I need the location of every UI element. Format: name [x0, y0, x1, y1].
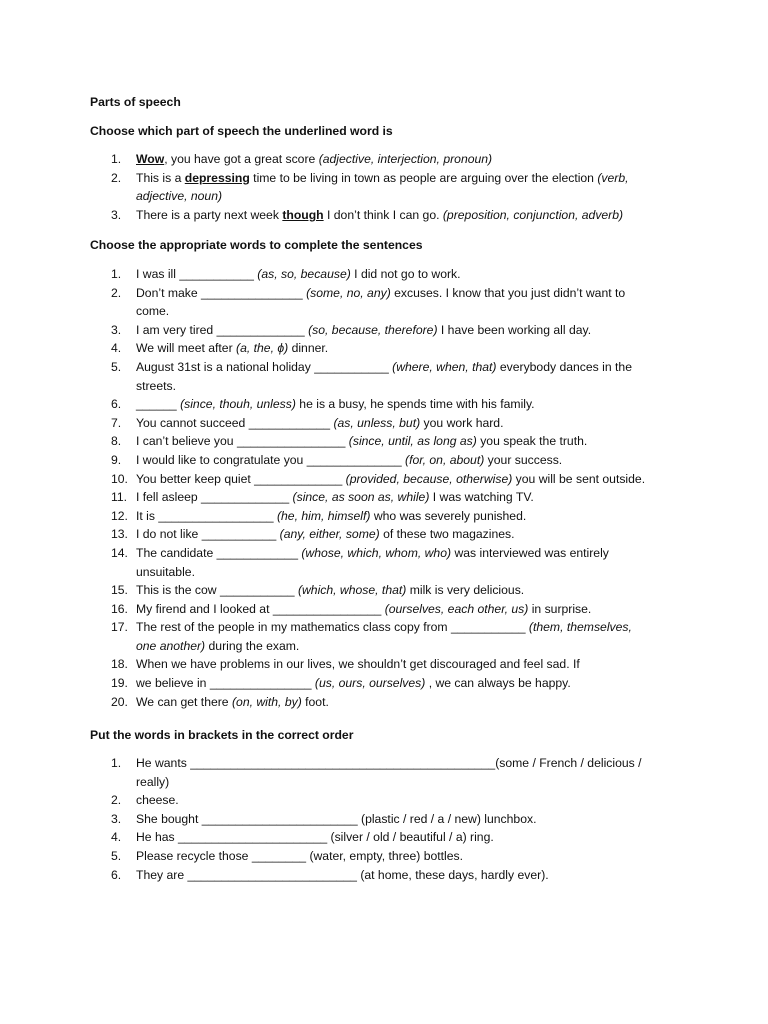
- answer-options: (preposition, conjunction, adverb): [442, 207, 624, 222]
- underlined-word: though: [282, 207, 324, 222]
- item-number: 3.: [111, 207, 122, 222]
- item-text: She bought _______________________ (plastic / red / a / new) lunchbox.: [136, 811, 537, 826]
- item-number: 6.: [111, 397, 122, 412]
- item-text: I have been working all day.: [437, 322, 592, 337]
- item-text: milk is very delicious.: [406, 583, 525, 598]
- answer-options: (them, themselves, one another): [136, 620, 632, 653]
- answer-options: (for, on, about): [405, 452, 485, 467]
- item-number: 9.: [111, 452, 122, 467]
- list-item: [90, 470, 650, 489]
- list-item: [90, 150, 650, 169]
- item-text: was interviewed was entirely unsuitable.: [136, 545, 609, 579]
- section-heading-1: Choose which part of speech the underlined word is: [90, 124, 393, 138]
- answer-options: (any, either, some): [279, 527, 380, 542]
- item-text: during the exam.: [205, 638, 300, 653]
- item-text: I fell asleep _____________: [136, 490, 293, 505]
- answer-options: (verb, adjective, noun): [136, 170, 629, 204]
- item-number: 1.: [111, 756, 122, 770]
- item-text: I did not go to work.: [350, 267, 461, 281]
- item-number: 4.: [111, 341, 122, 356]
- section-heading-3: Put the words in brackets in the correct order: [90, 728, 354, 742]
- list-item: [90, 847, 650, 866]
- item-text: He wants _____________________________________________(some / French / delicious / really): [136, 756, 642, 789]
- list-item: [90, 866, 650, 885]
- answer-options: (whose, which, whom, who): [301, 545, 452, 560]
- item-text: We will meet after: [136, 341, 237, 356]
- item-text: you work hard.: [420, 415, 504, 430]
- item-text: I was ill ___________: [136, 267, 258, 281]
- item-text: everybody dances in the streets.: [136, 359, 632, 393]
- answer-options: (since, thouh, unless): [180, 397, 296, 412]
- item-text: My firend and I looked at ________________: [136, 601, 385, 616]
- item-text: your success.: [484, 452, 563, 467]
- answer-options: (he, him, himself): [276, 508, 371, 523]
- list-item: [90, 358, 650, 395]
- list-item: [90, 544, 650, 581]
- list-item: [90, 600, 650, 619]
- item-number: 2.: [111, 170, 122, 185]
- list-item: [90, 810, 650, 829]
- list-item: [90, 395, 650, 414]
- answer-options: (provided, because, otherwise): [345, 471, 513, 486]
- item-number: 1.: [111, 267, 122, 281]
- item-number: 16.: [111, 601, 128, 616]
- answer-options: (some, no, any): [306, 285, 391, 300]
- section-list-1: [90, 150, 650, 224]
- list-item: [90, 618, 650, 655]
- answer-options: (us, ours, ourselves): [314, 676, 426, 691]
- item-number: 7.: [111, 415, 122, 430]
- list-item: [90, 265, 650, 284]
- item-number: 6.: [111, 867, 122, 882]
- item-text: I can’t believe you ________________: [136, 434, 349, 449]
- list-item: [90, 507, 650, 526]
- item-text: who was severely punished.: [370, 508, 527, 523]
- list-item: [90, 321, 650, 340]
- item-text: When we have problems in our lives, we shouldn’t get discouraged and feel sad. If: [136, 657, 580, 672]
- answer-options: (since, as soon as, while): [292, 490, 430, 505]
- item-text: in surprise.: [528, 601, 592, 616]
- list-item: [90, 674, 650, 693]
- list-item: [90, 169, 650, 206]
- item-text: I don’t think I can go.: [323, 207, 443, 222]
- list-item: [90, 581, 650, 600]
- list-item: [90, 284, 650, 321]
- item-number: 8.: [111, 434, 122, 449]
- item-text: we believe in _______________: [136, 676, 315, 691]
- item-text: you will be sent outside.: [512, 471, 646, 486]
- item-text: You cannot succeed ____________: [136, 415, 334, 430]
- answer-options: (ourselves, each other, us): [384, 601, 529, 616]
- item-number: 12.: [111, 508, 128, 523]
- item-text: Don’t make _______________: [136, 285, 307, 300]
- item-text: The rest of the people in my mathematics class copy from ___________: [136, 620, 529, 635]
- item-text: August 31st is a national holiday ___________: [136, 359, 393, 374]
- item-text: you speak the truth.: [476, 434, 588, 449]
- item-number: 15.: [111, 583, 128, 598]
- item-text: he is a busy, he spends time with his family.: [295, 397, 535, 412]
- item-text: He has ______________________ (silver / old / beautiful / a) ring.: [136, 830, 494, 845]
- item-text: cheese.: [136, 793, 179, 808]
- item-number: 3.: [111, 322, 122, 337]
- item-number: 14.: [111, 545, 128, 560]
- list-item: [90, 655, 650, 674]
- answer-options: (as, so, because): [257, 267, 351, 281]
- page-title: Parts of speech: [90, 95, 181, 109]
- item-text: There is a party next week: [136, 207, 283, 222]
- item-number: 19.: [111, 676, 128, 691]
- section-list-2: [90, 265, 650, 711]
- list-item: [90, 432, 650, 451]
- item-number: 2.: [111, 793, 122, 808]
- item-text: Please recycle those ________ (water, empty, three) bottles.: [136, 848, 463, 863]
- item-text: , we can always be happy.: [425, 676, 571, 691]
- item-text: dinner.: [288, 341, 329, 356]
- underlined-word: Wow: [136, 152, 165, 166]
- item-text: We can get there: [136, 694, 232, 709]
- list-item: [90, 339, 650, 358]
- item-number: 10.: [111, 471, 128, 486]
- item-number: 18.: [111, 657, 128, 672]
- item-text: excuses. I know that you just didn’t want to come.: [136, 285, 626, 319]
- answer-options: (on, with, by): [231, 694, 302, 709]
- section-list-3: [90, 754, 650, 884]
- item-number: 5.: [111, 359, 122, 374]
- item-text: They are _________________________ (at home, these days, hardly ever).: [136, 867, 549, 882]
- list-item: [90, 451, 650, 470]
- answer-options: (a, the, ϕ): [236, 341, 289, 356]
- list-item: [90, 525, 650, 544]
- item-text: I am very tired _____________: [136, 322, 309, 337]
- answer-options: (which, whose, that): [297, 583, 407, 598]
- item-number: 11.: [111, 490, 128, 505]
- item-number: 2.: [111, 285, 122, 300]
- item-text: This is the cow ___________: [136, 583, 298, 598]
- item-text: The candidate ____________: [136, 545, 302, 560]
- item-text: I was watching TV.: [429, 490, 534, 505]
- item-text: of these two magazines.: [379, 527, 515, 542]
- item-number: 3.: [111, 811, 122, 826]
- list-item: [90, 828, 650, 847]
- list-item: [90, 693, 650, 712]
- item-number: 17.: [111, 620, 128, 635]
- list-item: [90, 754, 650, 791]
- section-heading-2: Choose the appropriate words to complete the sentences: [90, 238, 423, 252]
- item-text: You better keep quiet _____________: [136, 471, 346, 486]
- item-text: , you have got a great score: [164, 152, 319, 166]
- underlined-word: depressing: [184, 170, 250, 185]
- item-text: foot.: [301, 694, 329, 709]
- item-text: I do not like ___________: [136, 527, 280, 542]
- item-text: It is _________________: [136, 508, 277, 523]
- list-item: [90, 791, 650, 810]
- item-number: 20.: [111, 694, 128, 709]
- item-number: 1.: [111, 152, 122, 166]
- list-item: [90, 414, 650, 433]
- answer-options: (so, because, therefore): [308, 322, 438, 337]
- answer-options: (adjective, interjection, pronoun): [318, 152, 493, 166]
- answer-options: (as, unless, but): [333, 415, 421, 430]
- item-number: 13.: [111, 527, 128, 542]
- list-item: [90, 488, 650, 507]
- item-text: ______: [136, 397, 181, 412]
- item-number: 5.: [111, 848, 122, 863]
- item-number: 4.: [111, 830, 122, 845]
- item-text: This is a: [136, 170, 185, 185]
- item-text: I would like to congratulate you ______________: [136, 452, 406, 467]
- item-text: time to be living in town as people are arguing over the election: [249, 170, 598, 185]
- answer-options: (since, until, as long as): [348, 434, 477, 449]
- list-item: [90, 206, 650, 225]
- answer-options: (where, when, that): [392, 359, 497, 374]
